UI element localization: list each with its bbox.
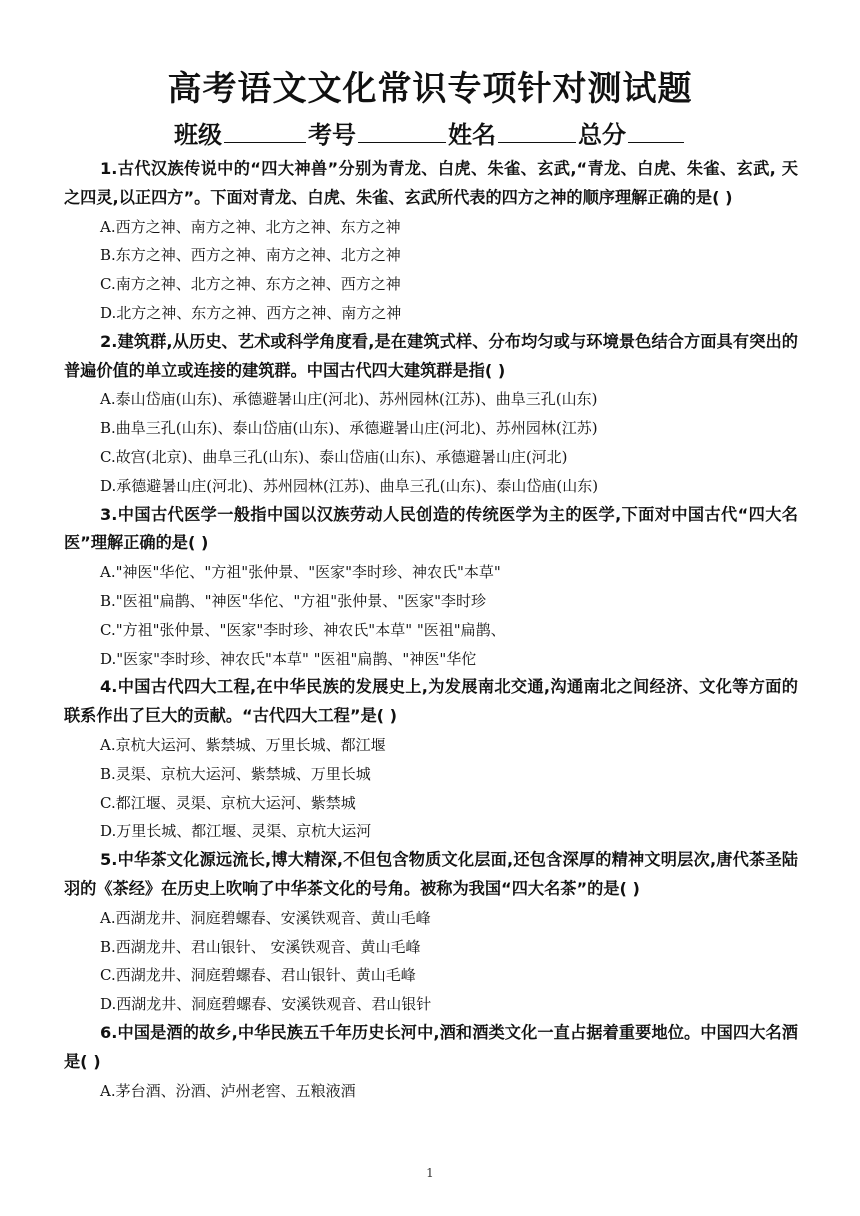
question-list — [64, 155, 798, 1105]
answer-option: C.南方之神、北方之神、东方之神、西方之神 — [100, 275, 401, 294]
answer-option: B.西湖龙井、君山银针、 安溪铁观音、黄山毛峰 — [100, 937, 421, 956]
question — [64, 328, 798, 501]
answer-option: A."神医"华佗、"方祖"张仲景、"医家"李时珍、神农氏"本草" — [100, 563, 501, 582]
answer-option: B.曲阜三孔(山东)、泰山岱庙(山东)、承德避暑山庄(河北)、苏州园林(江苏) — [100, 419, 598, 438]
class-label: 班级 — [174, 121, 222, 149]
question — [64, 846, 798, 1019]
question-stem: 1.古代汉族传说中的“四大神兽”分别为青龙、白虎、朱雀、玄武,“青龙、白虎、朱雀、玄武, 天之四灵,以正四方”。下面对青龙、白虎、朱雀、玄武所代表的四方之神的顺序理解正确的是( ) — [64, 159, 798, 207]
answer-option: A.泰山岱庙(山东)、承德避暑山庄(河北)、苏州园林(江苏)、曲阜三孔(山东) — [100, 390, 598, 409]
question-stem: 6.中国是酒的故乡,中华民族五千年历史长河中,酒和酒类文化一直占据着重要地位。中国四大名酒是( ) — [64, 1022, 798, 1071]
page-number: 1 — [426, 1166, 434, 1180]
question — [64, 673, 798, 846]
answer-option: B.灵渠、京杭大运河、紫禁城、万里长城 — [100, 764, 371, 783]
page-title: 高考语文文化常识专项针对测试题 — [167, 69, 693, 109]
answer-option: D.万里长城、都江堰、灵渠、京杭大运河 — [100, 822, 372, 841]
answer-option: A.西湖龙井、洞庭碧螺春、安溪铁观音、黄山毛峰 — [100, 908, 431, 927]
exam-number-blank[interactable] — [358, 120, 446, 143]
question — [64, 501, 798, 674]
answer-option: D.西湖龙井、洞庭碧螺春、安溪铁观音、君山银针 — [100, 995, 432, 1014]
question — [64, 1019, 798, 1105]
answer-option: A.茅台酒、汾酒、泸州老窖、五粮液酒 — [100, 1081, 356, 1100]
answer-option: D.承德避暑山庄(河北)、苏州园林(江苏)、曲阜三孔(山东)、泰山岱庙(山东) — [100, 476, 599, 495]
class-blank[interactable] — [224, 120, 306, 143]
score-blank[interactable] — [628, 120, 684, 143]
answer-option: D."医家"李时珍、神农氏"本草" "医祖"扁鹊、"神医"华佗 — [100, 649, 477, 668]
exam-number-label: 考号 — [308, 121, 356, 149]
answer-option: C.都江堰、灵渠、京杭大运河、紫禁城 — [100, 793, 356, 812]
student-info-line — [0, 118, 860, 152]
question-stem: 2.建筑群,从历史、艺术或科学角度看,是在建筑式样、分布均匀或与环境景色结合方面具有突出的普遍价值的单立或连接的建筑群。中国古代四大建筑群是指( ) — [64, 331, 798, 380]
answer-option: D.北方之神、东方之神、西方之神、南方之神 — [100, 303, 402, 322]
answer-option: C."方祖"张仲景、"医家"李时珍、神农氏"本草" "医祖"扁鹊、 — [100, 620, 506, 639]
answer-option: B.东方之神、西方之神、南方之神、北方之神 — [100, 246, 401, 265]
answer-option: A.西方之神、南方之神、北方之神、东方之神 — [100, 217, 401, 236]
name-blank[interactable] — [498, 120, 576, 143]
answer-option: C.故宫(北京)、曲阜三孔(山东)、泰山岱庙(山东)、承德避暑山庄(河北) — [100, 447, 568, 466]
answer-option: B."医祖"扁鹊、"神医"华佗、"方祖"张仲景、"医家"李时珍 — [100, 591, 486, 610]
answer-option: C.西湖龙井、洞庭碧螺春、君山银针、黄山毛峰 — [100, 966, 416, 985]
score-label: 总分 — [578, 121, 626, 149]
question-stem: 4.中国古代四大工程,在中华民族的发展史上,为发展南北交通,沟通南北之间经济、文化等方面的联系作出了巨大的贡献。“古代四大工程”是( ) — [64, 677, 798, 726]
name-label: 姓名 — [448, 121, 496, 149]
question-stem: 3.中国古代医学一般指中国以汉族劳动人民创造的传统医学为主的医学,下面对中国古代“四大名医”理解正确的是( ) — [64, 504, 798, 553]
question — [64, 155, 798, 328]
question-stem: 5.中华茶文化源远流长,博大精深,不但包含物质文化层面,还包含深厚的精神文明层次,唐代茶圣陆羽的《茶经》在历史上吹响了中华茶文化的号角。被称为我国“四大名茶”的是( ) — [64, 850, 798, 898]
answer-option: A.京杭大运河、紫禁城、万里长城、都江堰 — [100, 735, 386, 754]
